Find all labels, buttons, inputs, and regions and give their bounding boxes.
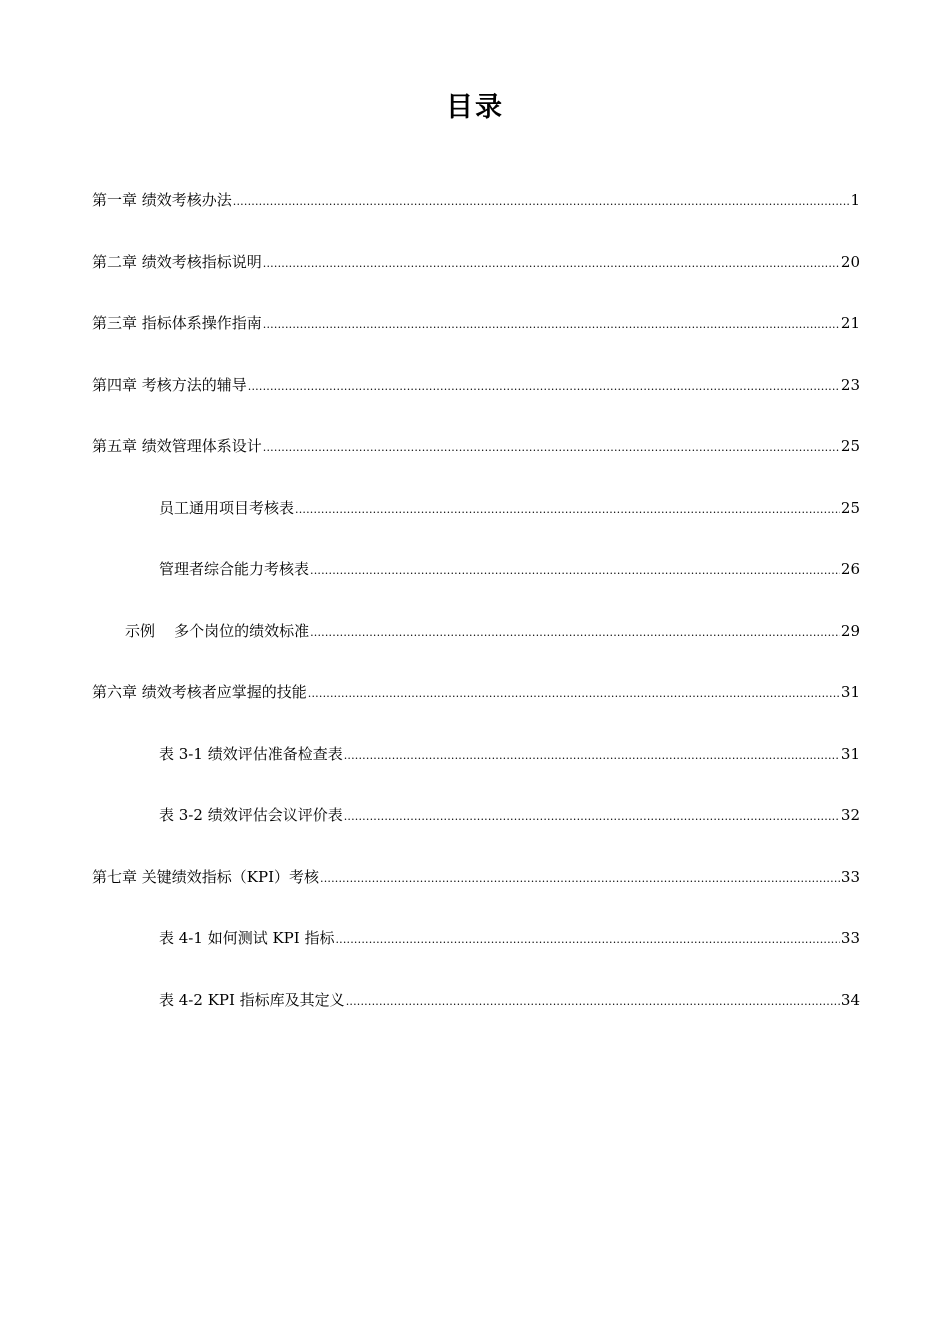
toc-entry[interactable]	[92, 615, 860, 677]
toc-leader-dots	[310, 617, 840, 649]
toc-entry[interactable]	[92, 922, 860, 984]
toc-entry[interactable]	[92, 492, 860, 554]
toc-entry[interactable]	[92, 738, 860, 800]
toc-entry[interactable]	[92, 676, 860, 738]
toc-entry-page: 34	[840, 990, 860, 1009]
toc-entry[interactable]	[92, 369, 860, 431]
toc-leader-dots	[346, 986, 840, 1018]
toc-entry-page: 33	[840, 929, 860, 947]
toc-entry[interactable]	[92, 799, 860, 861]
toc-entry[interactable]	[92, 307, 860, 369]
toc-leader-dots	[295, 494, 840, 526]
toc-leader-dots	[308, 678, 840, 710]
toc-entry-label: 第一章 绩效考核办法	[92, 191, 232, 209]
toc-entry-label: 员工通用项目考核表	[159, 498, 295, 517]
toc-leader-dots	[263, 309, 840, 341]
toc-entry-page: 1	[850, 191, 860, 209]
toc-entry-label: 第七章 关键绩效指标（KPI）考核	[92, 867, 319, 886]
toc-leader-dots	[248, 371, 840, 403]
toc-entry-page: 32	[840, 806, 860, 824]
toc-leader-dots	[263, 432, 840, 464]
page-title: 目录	[446, 92, 504, 123]
toc-entry-page: 21	[840, 314, 860, 332]
toc-entry[interactable]	[92, 430, 860, 492]
toc-entry-label: 第四章 考核方法的辅导	[92, 375, 247, 394]
toc-leader-dots	[263, 248, 840, 280]
toc-entry-page: 25	[840, 498, 860, 517]
toc-leader-dots	[310, 555, 840, 587]
toc-entry[interactable]	[92, 984, 860, 1046]
table-of-contents	[92, 184, 860, 1045]
toc-entry-label: 第五章 绩效管理体系设计	[92, 437, 262, 455]
toc-entry-label: 管理者综合能力考核表	[159, 560, 310, 578]
toc-entry[interactable]	[92, 553, 860, 615]
toc-entry-label: 第六章 绩效考核者应掌握的技能	[92, 683, 307, 701]
toc-entry[interactable]	[92, 861, 860, 923]
toc-entry-label: 表 4-2 KPI 指标库及其定义	[159, 990, 345, 1009]
toc-leader-dots	[233, 186, 850, 218]
toc-entry-page: 25	[840, 437, 860, 455]
toc-entry-label: 示例 多个岗位的绩效标准	[125, 621, 310, 640]
toc-entry-label: 第二章 绩效考核指标说明	[92, 252, 262, 271]
toc-entry-label: 表 3-1 绩效评估准备检查表	[159, 744, 343, 763]
toc-entry[interactable]	[92, 246, 860, 308]
toc-entry-page: 31	[840, 683, 860, 701]
toc-entry-page: 29	[840, 621, 860, 640]
toc-leader-dots	[344, 801, 840, 833]
toc-entry-label: 表 3-2 绩效评估会议评价表	[159, 806, 343, 824]
toc-entry-page: 33	[840, 867, 860, 886]
toc-entry-label: 第三章 指标体系操作指南	[92, 314, 262, 332]
toc-entry-page: 26	[840, 560, 860, 578]
toc-leader-dots	[335, 924, 839, 956]
toc-entry-page: 31	[840, 744, 860, 763]
toc-leader-dots	[320, 863, 840, 895]
toc-leader-dots	[344, 740, 840, 772]
toc-entry-page: 20	[840, 252, 860, 271]
toc-entry-page: 23	[840, 375, 860, 394]
toc-entry-label: 表 4-1 如何测试 KPI 指标	[159, 929, 335, 947]
toc-entry[interactable]	[92, 184, 860, 246]
